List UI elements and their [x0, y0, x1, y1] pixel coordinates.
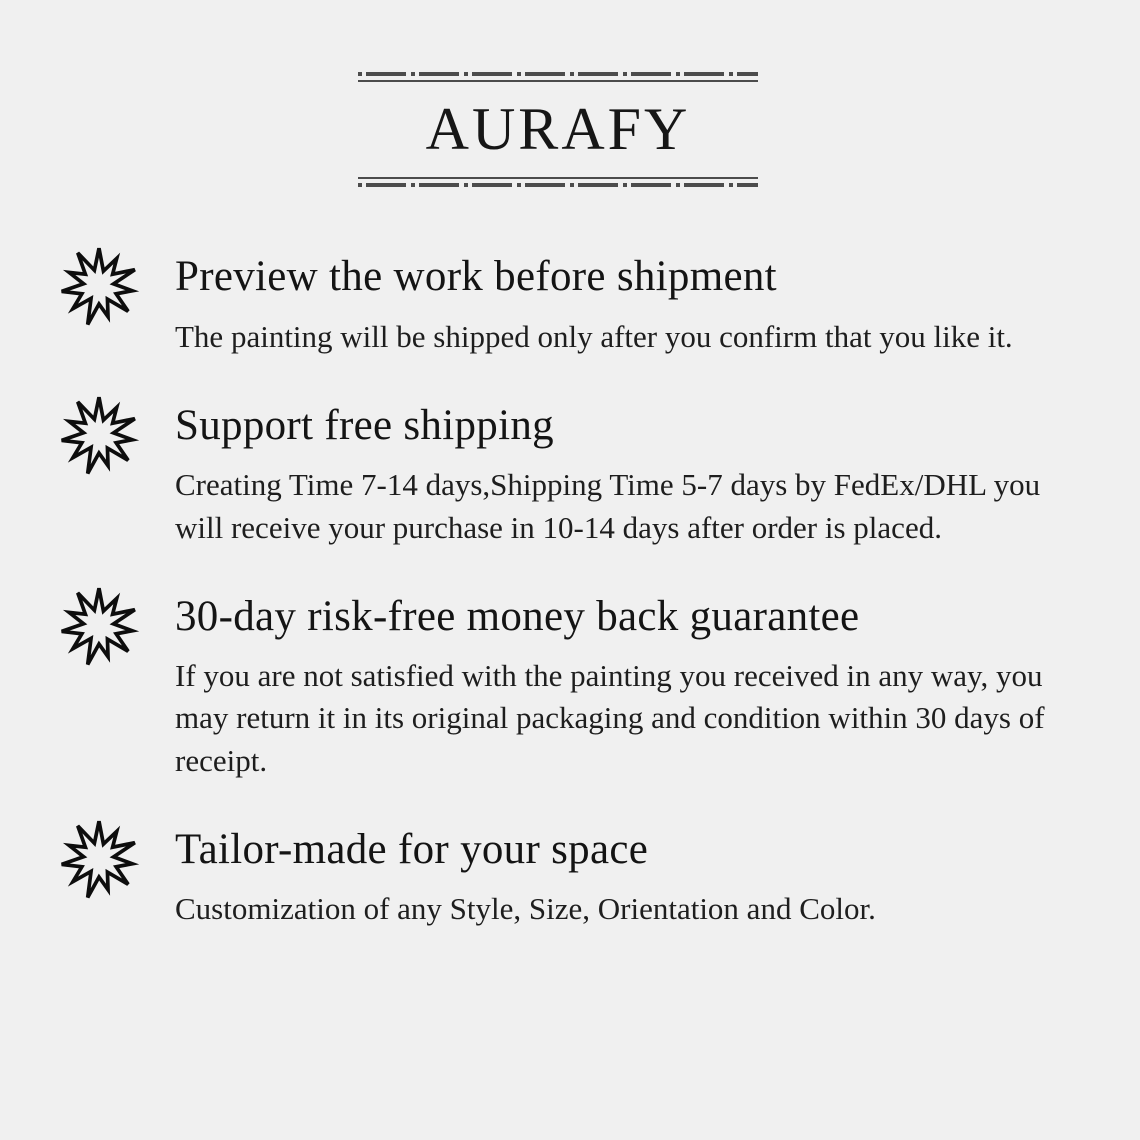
- benefit-description: Creating Time 7-14 days,Shipping Time 5-7 days by FedEx/DHL you will receive your purchase in 10-14 days after order is placed.: [175, 467, 1041, 545]
- brand-header: [358, 72, 758, 187]
- benefit-content: [175, 824, 876, 931]
- benefit-content: [175, 591, 1085, 782]
- benefit-content: [175, 251, 1013, 358]
- solid-rule: [358, 177, 758, 179]
- benefit-list: [0, 251, 1140, 930]
- decorative-rule-bottom: [358, 177, 758, 187]
- starburst-icon: [58, 245, 140, 327]
- benefit-description: Customization of any Style, Size, Orientation and Color.: [175, 891, 876, 927]
- benefit-item-guarantee: [58, 591, 1100, 782]
- benefit-title: Tailor-made for your space: [175, 825, 649, 873]
- benefit-content: [175, 400, 1085, 549]
- benefit-title: 30-day risk-free money back guarantee: [175, 592, 860, 640]
- benefit-description: If you are not satisfied with the painting you received in any way, you may return it in its original packaging and condition within 30 days of receipt.: [175, 658, 1045, 778]
- starburst-icon: [58, 585, 140, 667]
- benefit-title: Support free shipping: [175, 401, 554, 449]
- starburst-icon: [58, 818, 140, 900]
- benefit-title: Preview the work before shipment: [175, 253, 777, 300]
- dash-dot-rule: [358, 72, 758, 76]
- dash-dot-rule: [358, 183, 758, 187]
- benefit-item-shipping: [58, 400, 1100, 549]
- benefit-item-customization: [58, 824, 1100, 931]
- benefit-item-preview: [58, 251, 1100, 358]
- benefit-description: The painting will be shipped only after you confirm that you like it.: [175, 318, 1013, 354]
- brand-name: AURAFY: [425, 96, 691, 162]
- starburst-icon: [58, 394, 140, 476]
- decorative-rule-top: [358, 72, 758, 82]
